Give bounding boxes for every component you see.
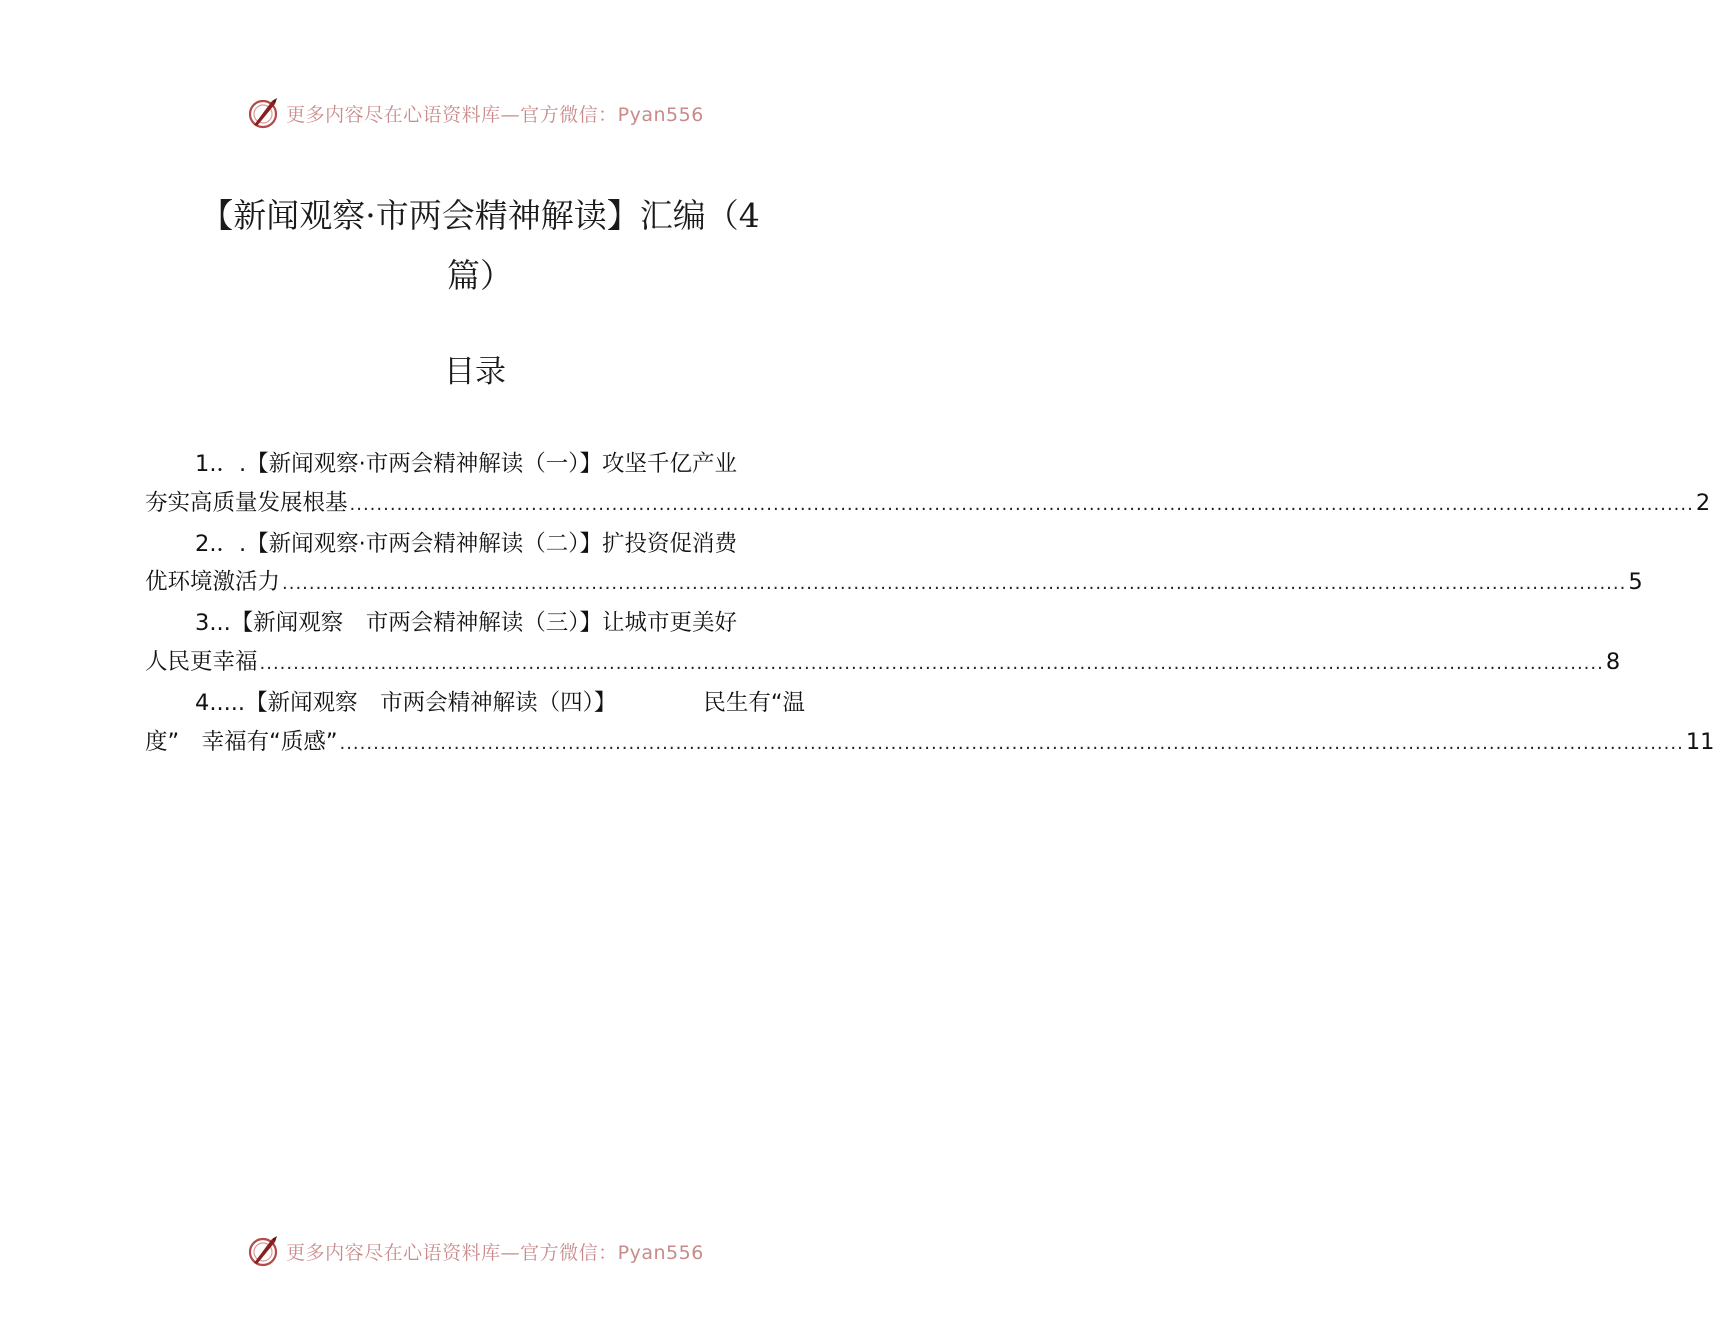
toc-entry-3[interactable] <box>145 604 1621 684</box>
quill-pen-logo-icon <box>246 1234 280 1268</box>
toc-page-number: 8 <box>1605 648 1621 675</box>
document-title <box>150 186 810 306</box>
toc-entry-4[interactable] <box>145 684 1714 764</box>
toc-entry-title: 1.．.【新闻观察·市两会精神解读（一）】攻坚千亿产业 <box>195 451 738 477</box>
document-title-line2: 篇） <box>447 256 513 295</box>
watermark-text: 更多内容尽在心语资料库—官方微信：Pyan556 <box>286 1241 704 1264</box>
toc-page-number: 2 <box>1695 489 1711 516</box>
toc-entry-subtitle: 优环境激活力 <box>145 569 281 596</box>
dot-leader: ........................................................................................................................................................................................................ <box>349 493 1694 515</box>
toc-entry-subtitle: 夯实高质量发展根基 <box>145 489 348 516</box>
dot-leader: ........................................................................................................................................................................................................ <box>282 573 1627 595</box>
toc-entry-subtitle: 人民更幸福 <box>145 648 258 675</box>
toc-entry-title: 2.．.【新闻观察·市两会精神解读（二）】扩投资促消费 <box>195 530 738 557</box>
toc-entry-2[interactable] <box>145 525 1643 605</box>
toc-entry-title: 4.....【新闻观察 市两会精神解读（四）】 <box>195 689 617 716</box>
header-watermark <box>0 96 950 130</box>
toc-page-number: 11 <box>1685 728 1714 755</box>
quill-pen-logo-icon <box>246 96 280 130</box>
table-of-contents <box>145 445 1714 763</box>
document-title-line1: 【新闻观察·市两会精神解读】汇编（4 <box>200 196 760 235</box>
toc-entry-1[interactable] <box>145 445 1711 525</box>
watermark-text: 更多内容尽在心语资料库—官方微信：Pyan556 <box>286 103 704 126</box>
toc-heading: 目录 <box>444 354 506 390</box>
toc-entry-title: 3...【新闻观察 市两会精神解读（三）】让城市更美好 <box>195 610 738 637</box>
footer-watermark <box>0 1234 950 1268</box>
dot-leader: ........................................................................................................................................................................................................ <box>259 652 1604 674</box>
toc-page-number: 5 <box>1628 569 1643 596</box>
dot-leader: ........................................................................................................................................................................................................ <box>339 732 1684 754</box>
toc-entry-subtitle: 度” 幸福有“质感” <box>145 728 338 755</box>
toc-entry-title-tail: 民生有“温 <box>703 689 805 716</box>
